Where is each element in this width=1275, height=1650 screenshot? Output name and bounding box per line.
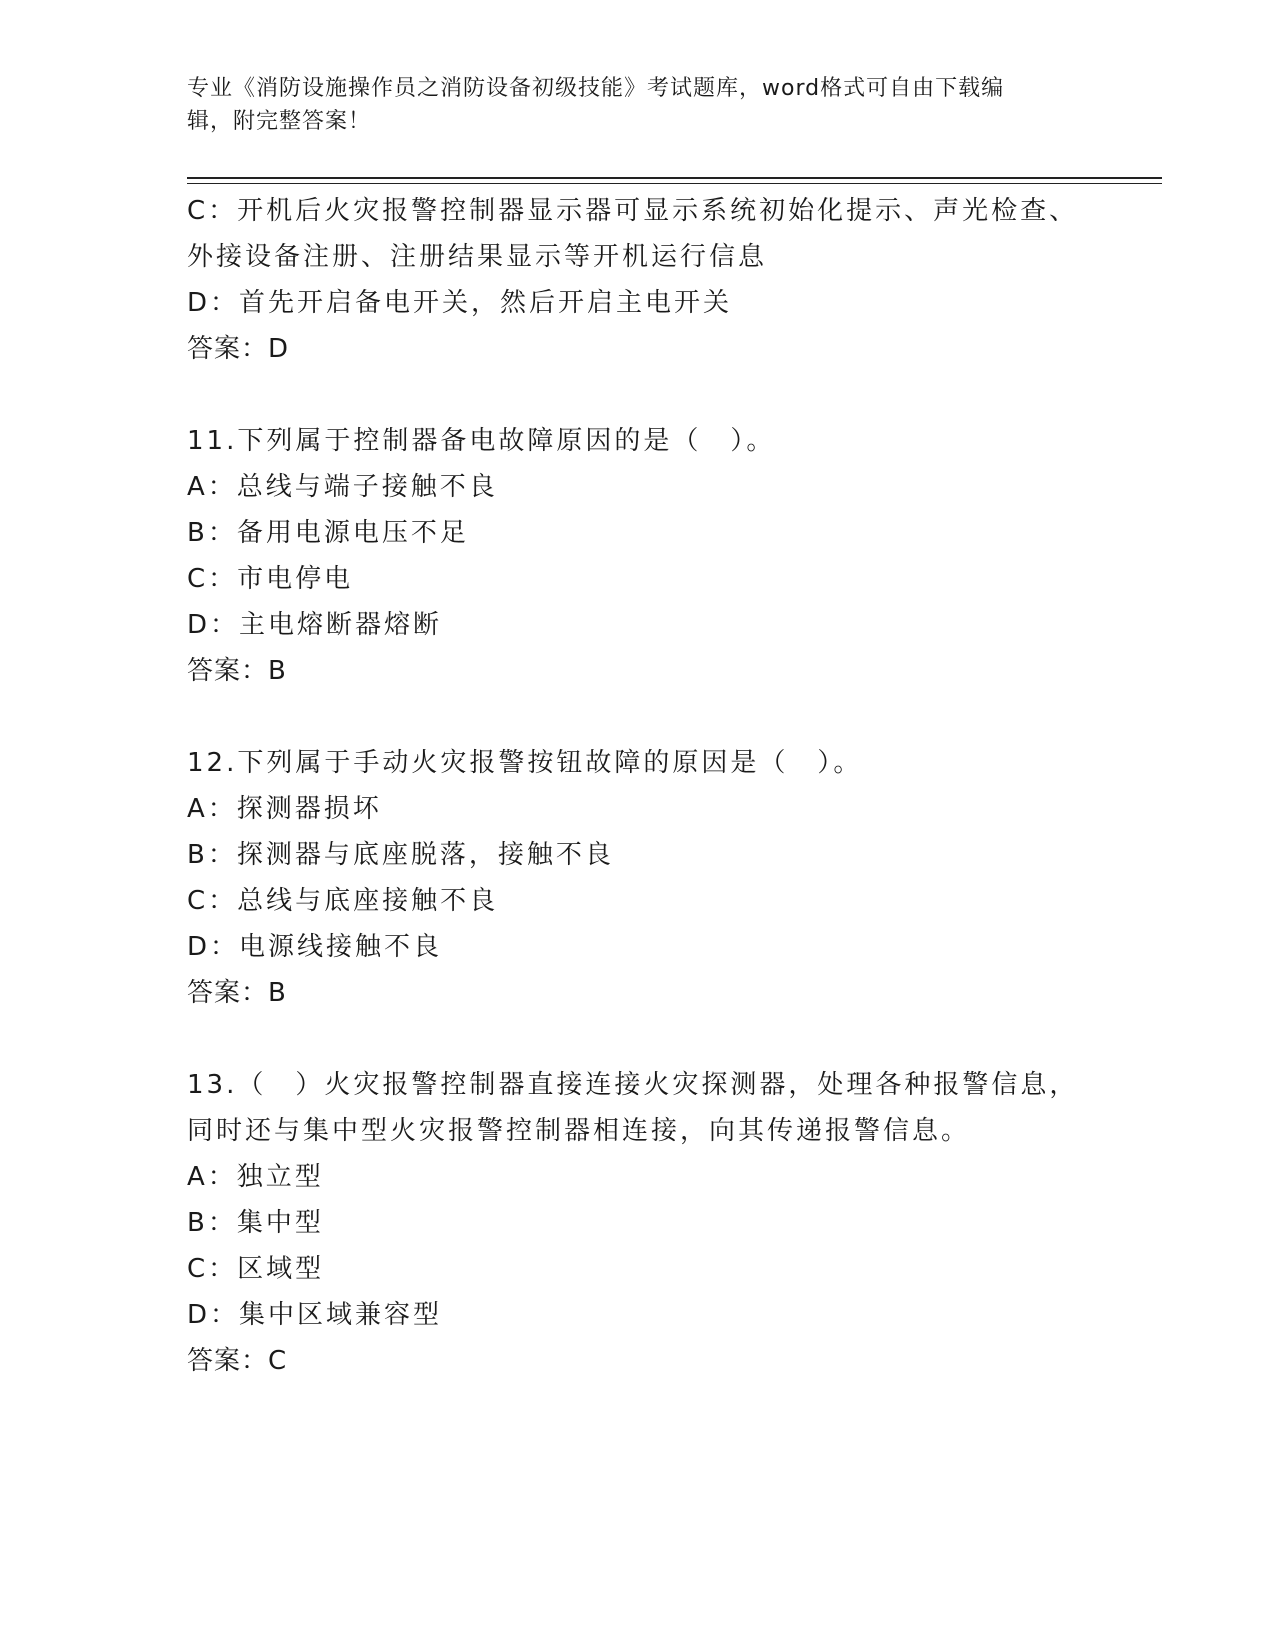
option-c-line-2: 外接设备注册、注册结果显示等开机运行信息 [187,242,768,272]
answer: 答案：C [187,1346,288,1376]
header-divider-thick [187,177,1162,179]
header-divider-thin [187,183,1162,184]
header-line-1: 专业《消防设施操作员之消防设备初级技能》考试题库，word格式可自由下载编 [187,76,1005,101]
option-a: A：探测器损坏 [187,794,382,824]
spacer [187,1016,1087,1062]
option-c: C：市电停电 [187,564,354,594]
option-c: C：区域型 [187,1254,325,1284]
question-stem-line-2: 同时还与集中型火灾报警控制器相连接，向其传递报警信息。 [187,1116,971,1146]
option-d: D：首先开启备电开关，然后开启主电开关 [187,288,733,318]
answer: 答案：B [187,978,287,1008]
question-stem-line-1: 13.（ ）火灾报警控制器直接连接火灾探测器，处理各种报警信息， [187,1070,1079,1100]
spacer [187,372,1087,418]
question-11 [187,418,1087,694]
option-d: D：电源线接触不良 [187,932,443,962]
option-b: B：探测器与底座脱落，接触不良 [187,840,614,870]
option-d: D：集中区域兼容型 [187,1300,443,1330]
question-content [187,188,1087,1384]
document-header [187,72,1087,138]
option-b: B：备用电源电压不足 [187,518,469,548]
question-stem: 12.下列属于手动火灾报警按钮故障的原因是（ ）。 [187,748,863,778]
option-d: D：主电熔断器熔断 [187,610,443,640]
option-a: A：总线与端子接触不良 [187,472,498,502]
spacer [187,694,1087,740]
question-12 [187,740,1087,1016]
question-13 [187,1062,1087,1384]
question-fragment [187,188,1087,372]
answer: 答案：D [187,334,290,364]
question-stem: 11.下列属于控制器备电故障原因的是（ ）。 [187,426,776,456]
option-a: A：独立型 [187,1162,324,1192]
option-b: B：集中型 [187,1208,324,1238]
option-c: C：总线与底座接触不良 [187,886,499,916]
answer: 答案：B [187,656,287,686]
header-line-2: 辑，附完整答案！ [187,109,372,134]
option-c-line-1: C：开机后火灾报警控制器显示器可显示系统初始化提示、声光检查、 [187,196,1079,226]
